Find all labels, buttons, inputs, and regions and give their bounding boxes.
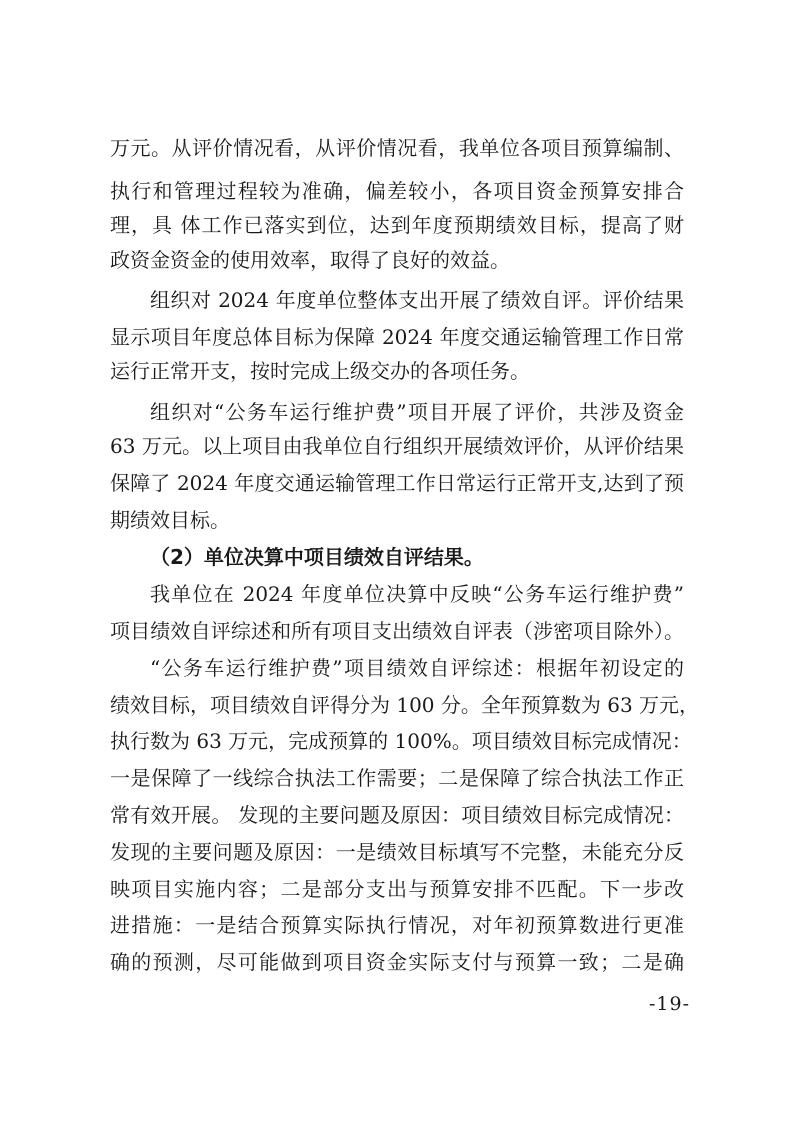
paragraph-line: 组织对 2024 年度单位整体支出开展了绩效自评。评价结果 <box>150 288 684 312</box>
paragraph-line: 保障了 2024 年度交通运输管理工作日常运行正常开支,达到了预 <box>110 471 684 495</box>
paragraph-line: 期绩效目标。 <box>110 508 230 532</box>
paragraph-line: 项目绩效自评综述和所有项目支出绩效自评表（涉密项目除外）。 <box>110 619 684 643</box>
paragraph-line: 政资金资金的使用效率，取得了良好的效益。 <box>110 248 510 272</box>
page-number: -19- <box>648 993 690 1015</box>
paragraph-line: 一是保障了一线综合执法工作需要；二是保障了综合执法工作正 <box>110 766 684 790</box>
paragraph-line: 映项目实施内容；二是部分支出与预算安排不匹配。下一步改 <box>110 877 684 901</box>
paragraph-line: 绩效目标，项目绩效自评得分为 100 分。全年预算数为 63 万元， <box>110 693 700 717</box>
paragraph-line: 进措施：一是结合预算实际执行情况，对年初预算数进行更准 <box>110 913 684 937</box>
paragraph-line: 执行数为 63 万元，完成预算的 100%。项目绩效目标完成情况： <box>110 729 692 753</box>
paragraph-line: “公务车运行维护费”项目绩效自评综述：根据年初设定的 <box>150 656 684 680</box>
paragraph-line: 显示项目年度总体目标为保障 2024 年度交通运输管理工作日常 <box>110 325 684 349</box>
paragraph-line: 常有效开展。 发现的主要问题及原因：项目绩效目标完成情况： <box>110 803 684 827</box>
section-heading: （2）单位决算中项目绩效自评结果。 <box>150 545 484 569</box>
paragraph-line: 63 万元。以上项目由我单位自行组织开展绩效评价，从评价结果 <box>110 434 684 458</box>
paragraph-line: 理，具 体工作已落实到位，达到年度预期绩效目标，提高了财 <box>110 213 684 237</box>
paragraph-line: 发现的主要问题及原因：一是绩效目标填写不完整，未能充分反 <box>110 840 684 864</box>
paragraph-line: 运行正常开支，按时完成上级交办的各项任务。 <box>110 359 530 383</box>
paragraph-line: 我单位在 2024 年度单位决算中反映“公务车运行维护费” <box>150 582 684 606</box>
paragraph-line: 组织对“公务车运行维护费”项目开展了评价，共涉及资金 <box>150 400 684 424</box>
paragraph-line: 确的预测，尽可能做到项目资金实际支付与预算一致；二是确 <box>110 950 684 974</box>
paragraph-line: 执行和管理过程较为准确，偏差较小，各项目资金预算安排合 <box>110 179 684 203</box>
paragraph-line: 万元。从评价情况看，从评价情况看，我单位各项目预算编制、 <box>110 136 684 160</box>
